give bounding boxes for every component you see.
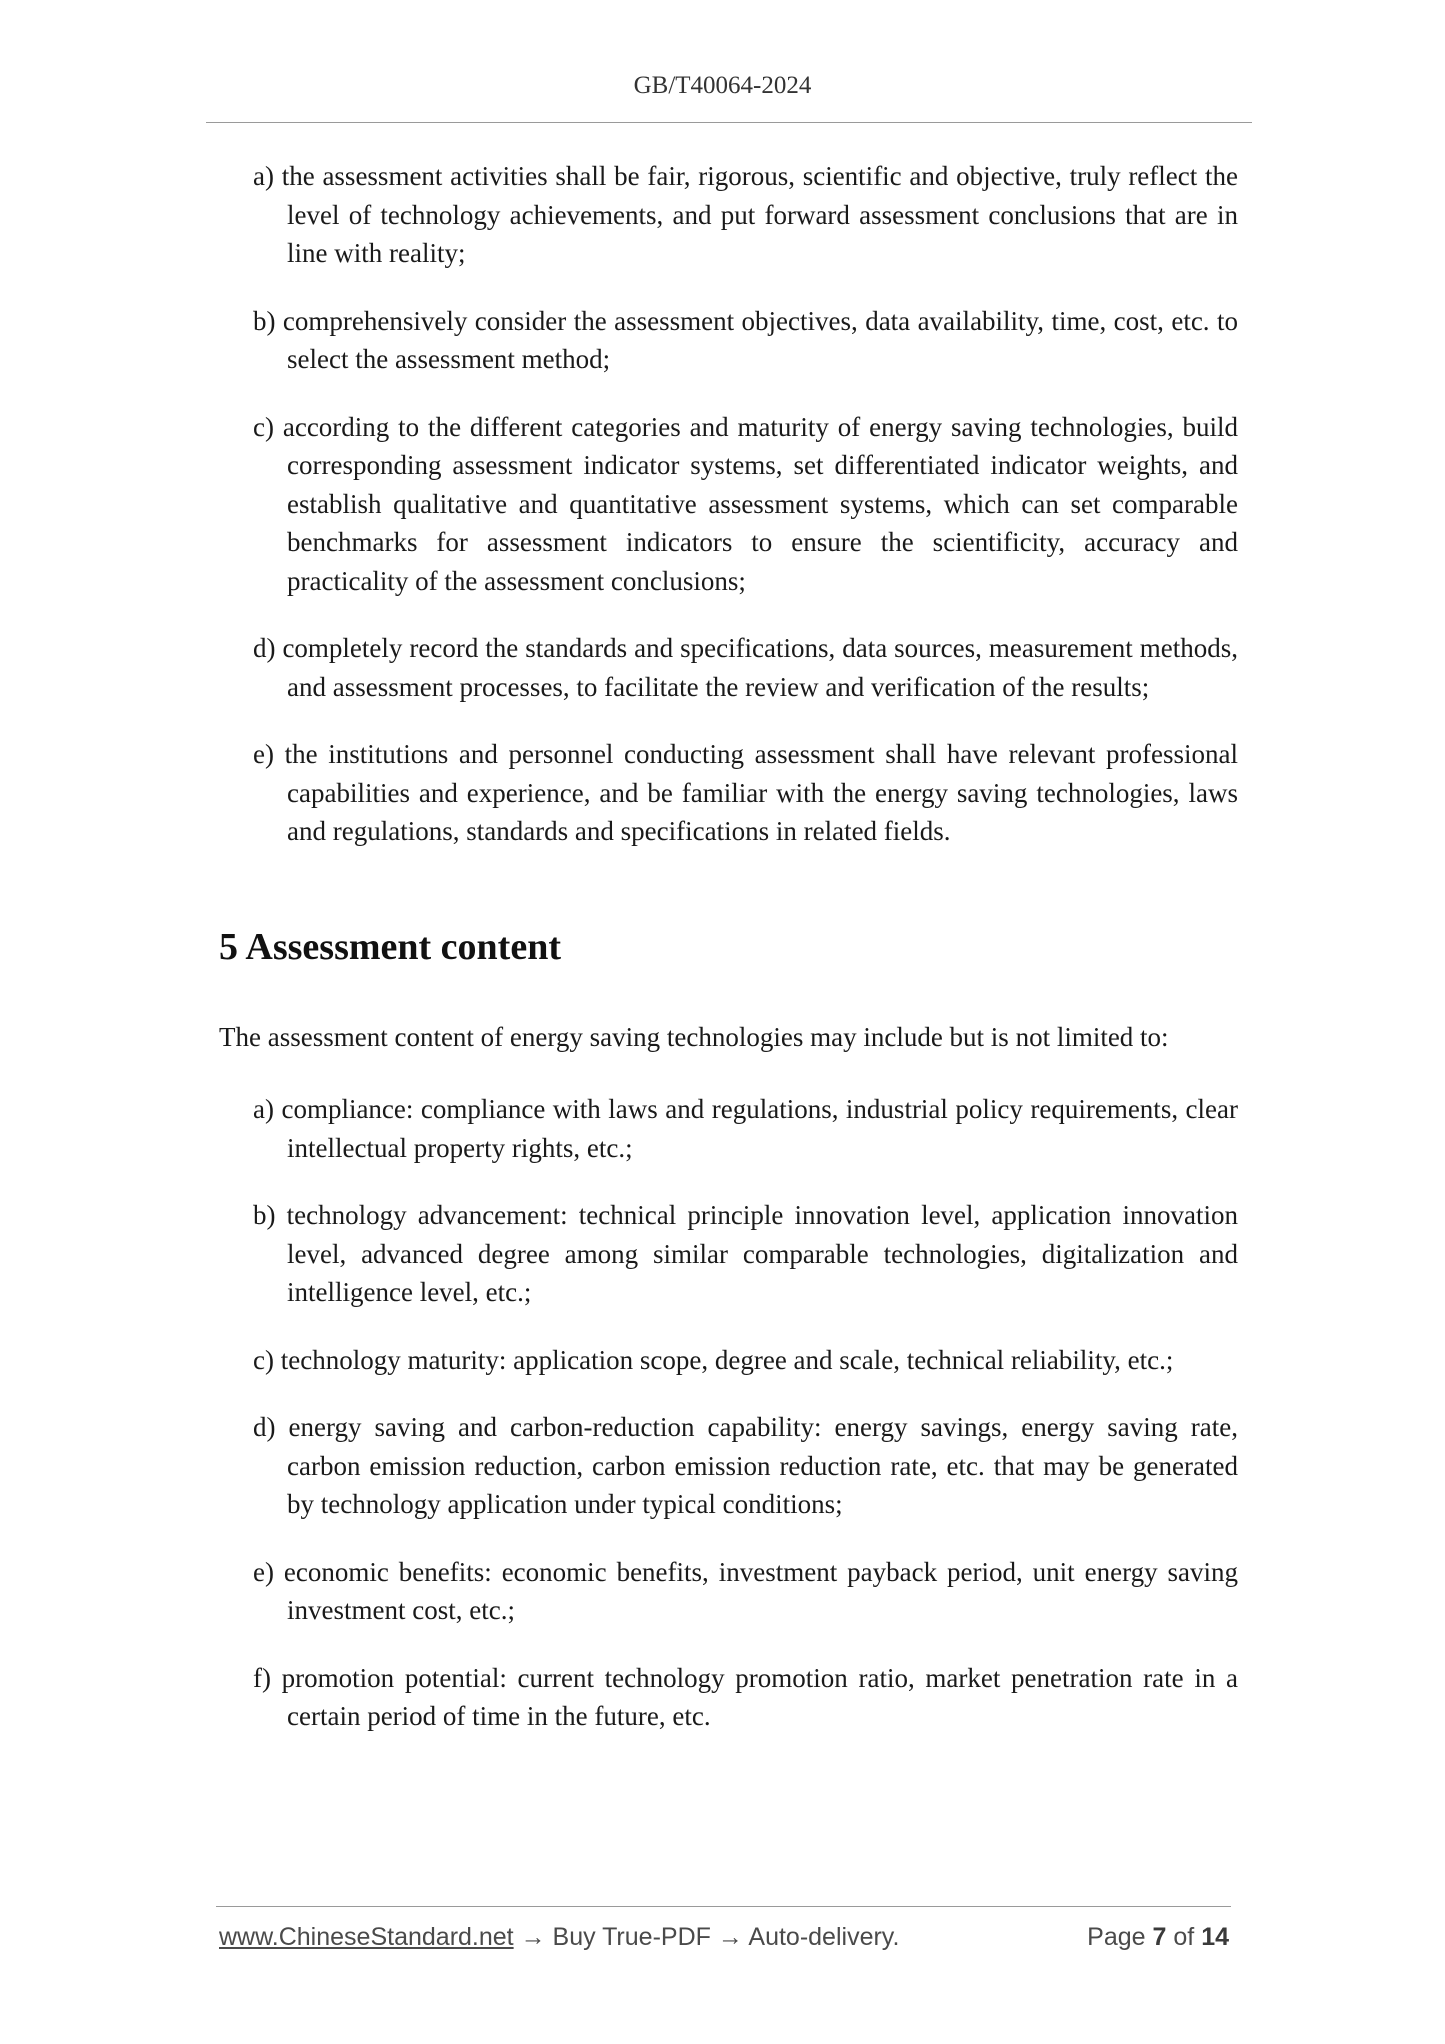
list-item: f) promotion potential: current technology promotion ratio, market penetration rate in a certain period of time in the future, etc.	[253, 1662, 1238, 1731]
footer-promo	[219, 1923, 899, 1952]
page-number	[1087, 1923, 1229, 1952]
list-item: e) economic benefits: economic benefits, investment payback period, unit energy saving investment cost, etc.;	[253, 1556, 1238, 1625]
list-item: d) completely record the standards and specifications, data sources, measurement methods, and assessment processes, to facilitate the review and verification of the results;	[253, 633, 1238, 702]
document-code-header: GB/T40064-2024	[633, 72, 812, 99]
footer-tagline: → Buy True-PDF → Auto-delivery.	[513, 1923, 900, 1951]
site-link[interactable]: www.ChineseStandard.net	[219, 1923, 514, 1951]
page-of: of	[1173, 1923, 1195, 1951]
section-intro: The assessment content of energy saving technologies may include but is not limited to:	[219, 1022, 1169, 1052]
assessment-content-list	[253, 1090, 1238, 1765]
footer-divider	[216, 1906, 1231, 1907]
principles-list	[253, 157, 1238, 880]
list-item: b) technology advancement: technical principle innovation level, application innovation level, advanced degree among similar comparable technologies, digitalization and intelligence level, etc.;	[253, 1200, 1238, 1307]
list-item: d) energy saving and carbon-reduction capability: energy savings, energy saving rate, carbon emission reduction, carbon emission reduction rate, etc. that may be generated by technology application under typical conditions;	[253, 1412, 1238, 1519]
section-heading: 5 Assessment content	[219, 926, 561, 968]
list-item: c) technology maturity: application scope, degree and scale, technical reliability, etc.;	[253, 1344, 1174, 1375]
list-item: a) compliance: compliance with laws and regulations, industrial policy requirements, clear intellectual property rights, etc.;	[253, 1094, 1238, 1163]
page-label: Page	[1087, 1923, 1146, 1951]
page-current: 7	[1152, 1923, 1167, 1951]
page-total: 14	[1201, 1923, 1229, 1951]
list-item: b) comprehensively consider the assessment objectives, data availability, time, cost, etc. to select the assessment method;	[253, 305, 1238, 374]
list-item: a) the assessment activities shall be fair, rigorous, scientific and objective, truly reflect the level of technology achievements, and put forward assessment conclusions that are in line with reality;	[253, 161, 1238, 268]
header-divider	[206, 122, 1252, 123]
list-item: c) according to the different categories and maturity of energy saving technologies, build corresponding assessment indicator systems, set differentiated indicator weights, and establish qualitative and quantitative assessment systems, which can set comparable benchmarks for assessment indicators to ensure the scientificity, accuracy and practicality of the assessment conclusions;	[253, 411, 1238, 596]
list-item: e) the institutions and personnel conducting assessment shall have relevant professional capabilities and experience, and be familiar with the energy saving technologies, laws and regulations, standards and specifications in related fields.	[253, 739, 1238, 846]
